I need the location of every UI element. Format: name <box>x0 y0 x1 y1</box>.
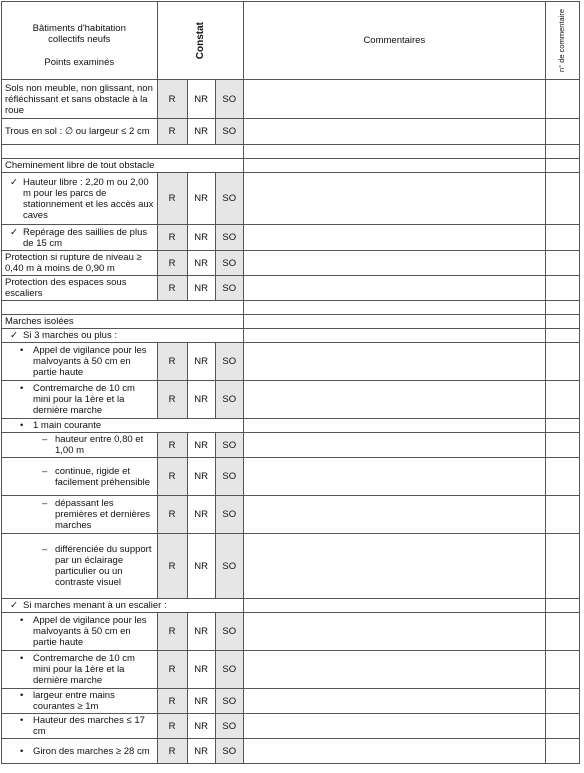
so-cell[interactable]: SO <box>215 739 243 764</box>
comment-cell[interactable] <box>243 80 545 119</box>
so-cell[interactable]: SO <box>215 534 243 599</box>
section-row <box>2 315 580 329</box>
nr-cell[interactable]: NR <box>187 458 215 496</box>
comment-number-cell[interactable] <box>545 145 579 159</box>
nr-cell[interactable]: NR <box>187 119 215 145</box>
header-constat-cell <box>157 2 243 80</box>
comment-cell[interactable] <box>243 534 545 599</box>
point-cell <box>2 315 244 329</box>
comment-cell[interactable] <box>243 145 545 159</box>
point-text: Trous en sol : ∅ ou largeur ≤ 2 cm <box>5 126 150 137</box>
comment-number-cell[interactable] <box>545 276 579 301</box>
r-cell[interactable]: R <box>157 119 187 145</box>
point-cell <box>2 251 158 276</box>
dash-icon: – <box>42 498 48 509</box>
header-points-label: Points examinés <box>44 57 115 68</box>
so-cell[interactable]: SO <box>215 433 243 458</box>
dash-icon: – <box>42 544 48 555</box>
point-cell <box>2 433 158 458</box>
table-row <box>2 251 580 276</box>
comment-number-cell[interactable] <box>545 173 579 225</box>
comment-number-cell[interactable] <box>545 651 579 689</box>
comment-cell[interactable] <box>243 496 545 534</box>
comment-number-cell[interactable] <box>545 159 579 173</box>
r-cell[interactable]: R <box>157 80 187 119</box>
comment-cell[interactable] <box>243 173 545 225</box>
table-row <box>2 433 580 458</box>
section-row <box>2 599 580 613</box>
header-n-commentaire-cell <box>545 2 579 80</box>
point-text: différenciée du support par un éclairage particulier ou un contraste visuel <box>55 544 152 588</box>
bullet-icon: • <box>20 420 24 431</box>
table-row <box>2 613 580 651</box>
checkmark-icon: ✓ <box>10 330 18 341</box>
so-cell[interactable]: SO <box>215 714 243 739</box>
nr-cell[interactable]: NR <box>187 613 215 651</box>
checklist-table <box>1 1 580 764</box>
r-cell[interactable]: R <box>157 225 187 251</box>
table-row <box>2 739 580 764</box>
table-row <box>2 343 580 381</box>
bullet-icon: • <box>20 383 24 394</box>
table-row <box>2 381 580 419</box>
point-text: 1 main courante <box>33 420 102 431</box>
point-text: continue, rigide et facilement préhensible <box>55 465 151 488</box>
table-row <box>2 534 580 599</box>
r-cell[interactable]: R <box>157 651 187 689</box>
so-cell[interactable]: SO <box>215 276 243 301</box>
table-row <box>2 276 580 301</box>
point-text: Marches isolées <box>5 316 74 327</box>
point-cell <box>2 276 158 301</box>
so-cell[interactable]: SO <box>215 80 243 119</box>
point-cell <box>2 739 158 764</box>
comment-number-cell[interactable] <box>545 534 579 599</box>
comment-number-cell[interactable] <box>545 496 579 534</box>
comment-number-cell[interactable] <box>545 739 579 764</box>
r-cell[interactable]: R <box>157 433 187 458</box>
comment-cell[interactable] <box>243 225 545 251</box>
r-cell[interactable]: R <box>157 343 187 381</box>
nr-cell[interactable]: NR <box>187 276 215 301</box>
header-commentaires: Commentaires <box>243 2 545 80</box>
point-cell <box>2 145 244 159</box>
header-n-commentaire: n° de commentaire <box>557 8 567 73</box>
table-row <box>2 80 580 119</box>
table-row <box>2 651 580 689</box>
so-cell[interactable]: SO <box>215 225 243 251</box>
section-row <box>2 329 580 343</box>
comment-cell[interactable] <box>243 613 545 651</box>
comment-number-cell[interactable] <box>545 119 579 145</box>
so-cell[interactable]: SO <box>215 689 243 714</box>
point-text: Si 3 marches ou plus : <box>23 330 117 341</box>
comment-number-cell[interactable] <box>545 329 579 343</box>
point-cell <box>2 689 158 714</box>
comment-number-cell[interactable] <box>545 251 579 276</box>
table-row <box>2 689 580 714</box>
point-cell <box>2 651 158 689</box>
bullet-icon: • <box>20 745 24 757</box>
bullet-icon: • <box>20 345 24 356</box>
point-text: Hauteur libre : 2,20 m ou 2,00 m pour les parcs de stationnement et les accès aux caves <box>23 176 154 221</box>
point-cell <box>2 159 244 173</box>
nr-cell[interactable]: NR <box>187 496 215 534</box>
header-title-line2: collectifs neufs <box>48 34 111 45</box>
so-cell[interactable]: SO <box>215 458 243 496</box>
nr-cell[interactable]: NR <box>187 433 215 458</box>
section-row <box>2 159 580 173</box>
nr-cell[interactable]: NR <box>187 225 215 251</box>
point-text: dépassant les premières et dernières marches <box>55 498 151 531</box>
so-cell[interactable]: SO <box>215 496 243 534</box>
comment-cell[interactable] <box>243 315 545 329</box>
r-cell[interactable]: R <box>157 714 187 739</box>
comment-number-cell[interactable] <box>545 419 579 433</box>
header-title-line1: Bâtiments d'habitation <box>32 23 126 34</box>
comment-number-cell[interactable] <box>545 613 579 651</box>
bullet-icon: • <box>20 690 24 701</box>
nr-cell[interactable]: NR <box>187 251 215 276</box>
point-cell <box>2 343 158 381</box>
bullet-icon: • <box>20 715 24 726</box>
comment-cell[interactable] <box>243 714 545 739</box>
point-text: largeur entre mains courantes ≥ 1m <box>33 690 115 712</box>
nr-cell[interactable]: NR <box>187 651 215 689</box>
nr-cell[interactable]: NR <box>187 534 215 599</box>
point-text: Protection des espaces sous escaliers <box>5 277 127 299</box>
comment-cell[interactable] <box>243 599 545 613</box>
comment-number-cell[interactable] <box>545 433 579 458</box>
nr-cell[interactable]: NR <box>187 381 215 419</box>
comment-cell[interactable] <box>243 343 545 381</box>
r-cell[interactable]: R <box>157 496 187 534</box>
section-row <box>2 145 580 159</box>
table-row <box>2 119 580 145</box>
point-cell <box>2 714 158 739</box>
comment-cell[interactable] <box>243 458 545 496</box>
point-text: Protection si rupture de niveau ≥ 0,40 m à moins de 0,90 m <box>5 252 142 274</box>
point-text: Giron des marches ≥ 28 cm <box>33 745 150 757</box>
comment-number-cell[interactable] <box>545 225 579 251</box>
nr-cell[interactable]: NR <box>187 80 215 119</box>
comment-cell[interactable] <box>243 301 545 315</box>
point-text: Cheminement libre de tout obstacle <box>5 160 155 171</box>
point-cell <box>2 301 244 315</box>
comment-number-cell[interactable] <box>545 689 579 714</box>
comment-cell[interactable] <box>243 159 545 173</box>
comment-number-cell[interactable] <box>545 458 579 496</box>
point-text: Contremarche de 10 cm mini pour la 1ère et la dernière marche <box>33 653 135 686</box>
comment-cell[interactable] <box>243 276 545 301</box>
point-text: Appel de vigilance pour les malvoyants à 50 cm en partie haute <box>33 615 147 648</box>
nr-cell[interactable]: NR <box>187 739 215 764</box>
point-text: hauteur entre 0,80 et 1,00 m <box>55 434 144 456</box>
point-text: Hauteur des marches ≤ 17 cm <box>33 715 145 737</box>
r-cell[interactable]: R <box>157 689 187 714</box>
r-cell[interactable]: R <box>157 381 187 419</box>
comment-number-cell[interactable] <box>545 80 579 119</box>
r-cell[interactable]: R <box>157 276 187 301</box>
point-cell <box>2 173 158 225</box>
comment-number-cell[interactable] <box>545 381 579 419</box>
checkmark-icon: ✓ <box>10 176 18 188</box>
r-cell[interactable]: R <box>157 173 187 225</box>
point-cell <box>2 225 158 251</box>
comment-number-cell[interactable] <box>545 301 579 315</box>
r-cell[interactable]: R <box>157 739 187 764</box>
section-row <box>2 419 580 433</box>
bullet-icon: • <box>20 615 24 626</box>
so-cell[interactable]: SO <box>215 119 243 145</box>
point-cell <box>2 496 158 534</box>
header-constat-label: Constat <box>194 21 206 60</box>
table-row <box>2 714 580 739</box>
dash-icon: – <box>42 465 48 477</box>
point-text: Sols non meuble, non glissant, non réfléchissant et sans obstacle à la roue <box>5 82 153 116</box>
table-row <box>2 173 580 225</box>
point-cell <box>2 119 158 145</box>
comment-cell[interactable] <box>243 689 545 714</box>
comment-number-cell[interactable] <box>545 714 579 739</box>
comment-cell[interactable] <box>243 651 545 689</box>
comment-cell[interactable] <box>243 251 545 276</box>
r-cell[interactable]: R <box>157 613 187 651</box>
header-points-cell <box>2 2 158 80</box>
section-row <box>2 301 580 315</box>
point-cell <box>2 329 244 343</box>
checkmark-icon: ✓ <box>10 226 18 238</box>
point-text: Repérage des saillies de plus de 15 cm <box>23 226 148 249</box>
point-cell <box>2 599 244 613</box>
comment-cell[interactable] <box>243 381 545 419</box>
point-cell <box>2 458 158 496</box>
comment-number-cell[interactable] <box>545 599 579 613</box>
r-cell[interactable]: R <box>157 251 187 276</box>
so-cell[interactable]: SO <box>215 251 243 276</box>
comment-number-cell[interactable] <box>545 315 579 329</box>
comment-cell[interactable] <box>243 119 545 145</box>
header-row <box>2 2 580 80</box>
point-cell <box>2 419 244 433</box>
nr-cell[interactable]: NR <box>187 173 215 225</box>
comment-cell[interactable] <box>243 433 545 458</box>
point-cell <box>2 381 158 419</box>
nr-cell[interactable]: NR <box>187 714 215 739</box>
comment-cell[interactable] <box>243 419 545 433</box>
nr-cell[interactable]: NR <box>187 343 215 381</box>
point-cell <box>2 534 158 599</box>
table-row <box>2 225 580 251</box>
comment-cell[interactable] <box>243 329 545 343</box>
r-cell[interactable]: R <box>157 534 187 599</box>
point-cell <box>2 80 158 119</box>
comment-number-cell[interactable] <box>545 343 579 381</box>
table-row <box>2 458 580 496</box>
so-cell[interactable]: SO <box>215 613 243 651</box>
so-cell[interactable]: SO <box>215 173 243 225</box>
point-cell <box>2 613 158 651</box>
point-text: Si marches menant à un escalier : <box>23 600 167 611</box>
checkmark-icon: ✓ <box>10 600 18 611</box>
nr-cell[interactable]: NR <box>187 689 215 714</box>
comment-cell[interactable] <box>243 739 545 764</box>
point-text: Contremarche de 10 cm mini pour la 1ère et la dernière marche <box>33 383 135 416</box>
so-cell[interactable]: SO <box>215 343 243 381</box>
dash-icon: – <box>42 434 48 445</box>
point-text: Appel de vigilance pour les malvoyants à 50 cm en partie haute <box>33 345 147 378</box>
bullet-icon: • <box>20 653 24 664</box>
table-row <box>2 496 580 534</box>
so-cell[interactable]: SO <box>215 381 243 419</box>
so-cell[interactable]: SO <box>215 651 243 689</box>
r-cell[interactable]: R <box>157 458 187 496</box>
